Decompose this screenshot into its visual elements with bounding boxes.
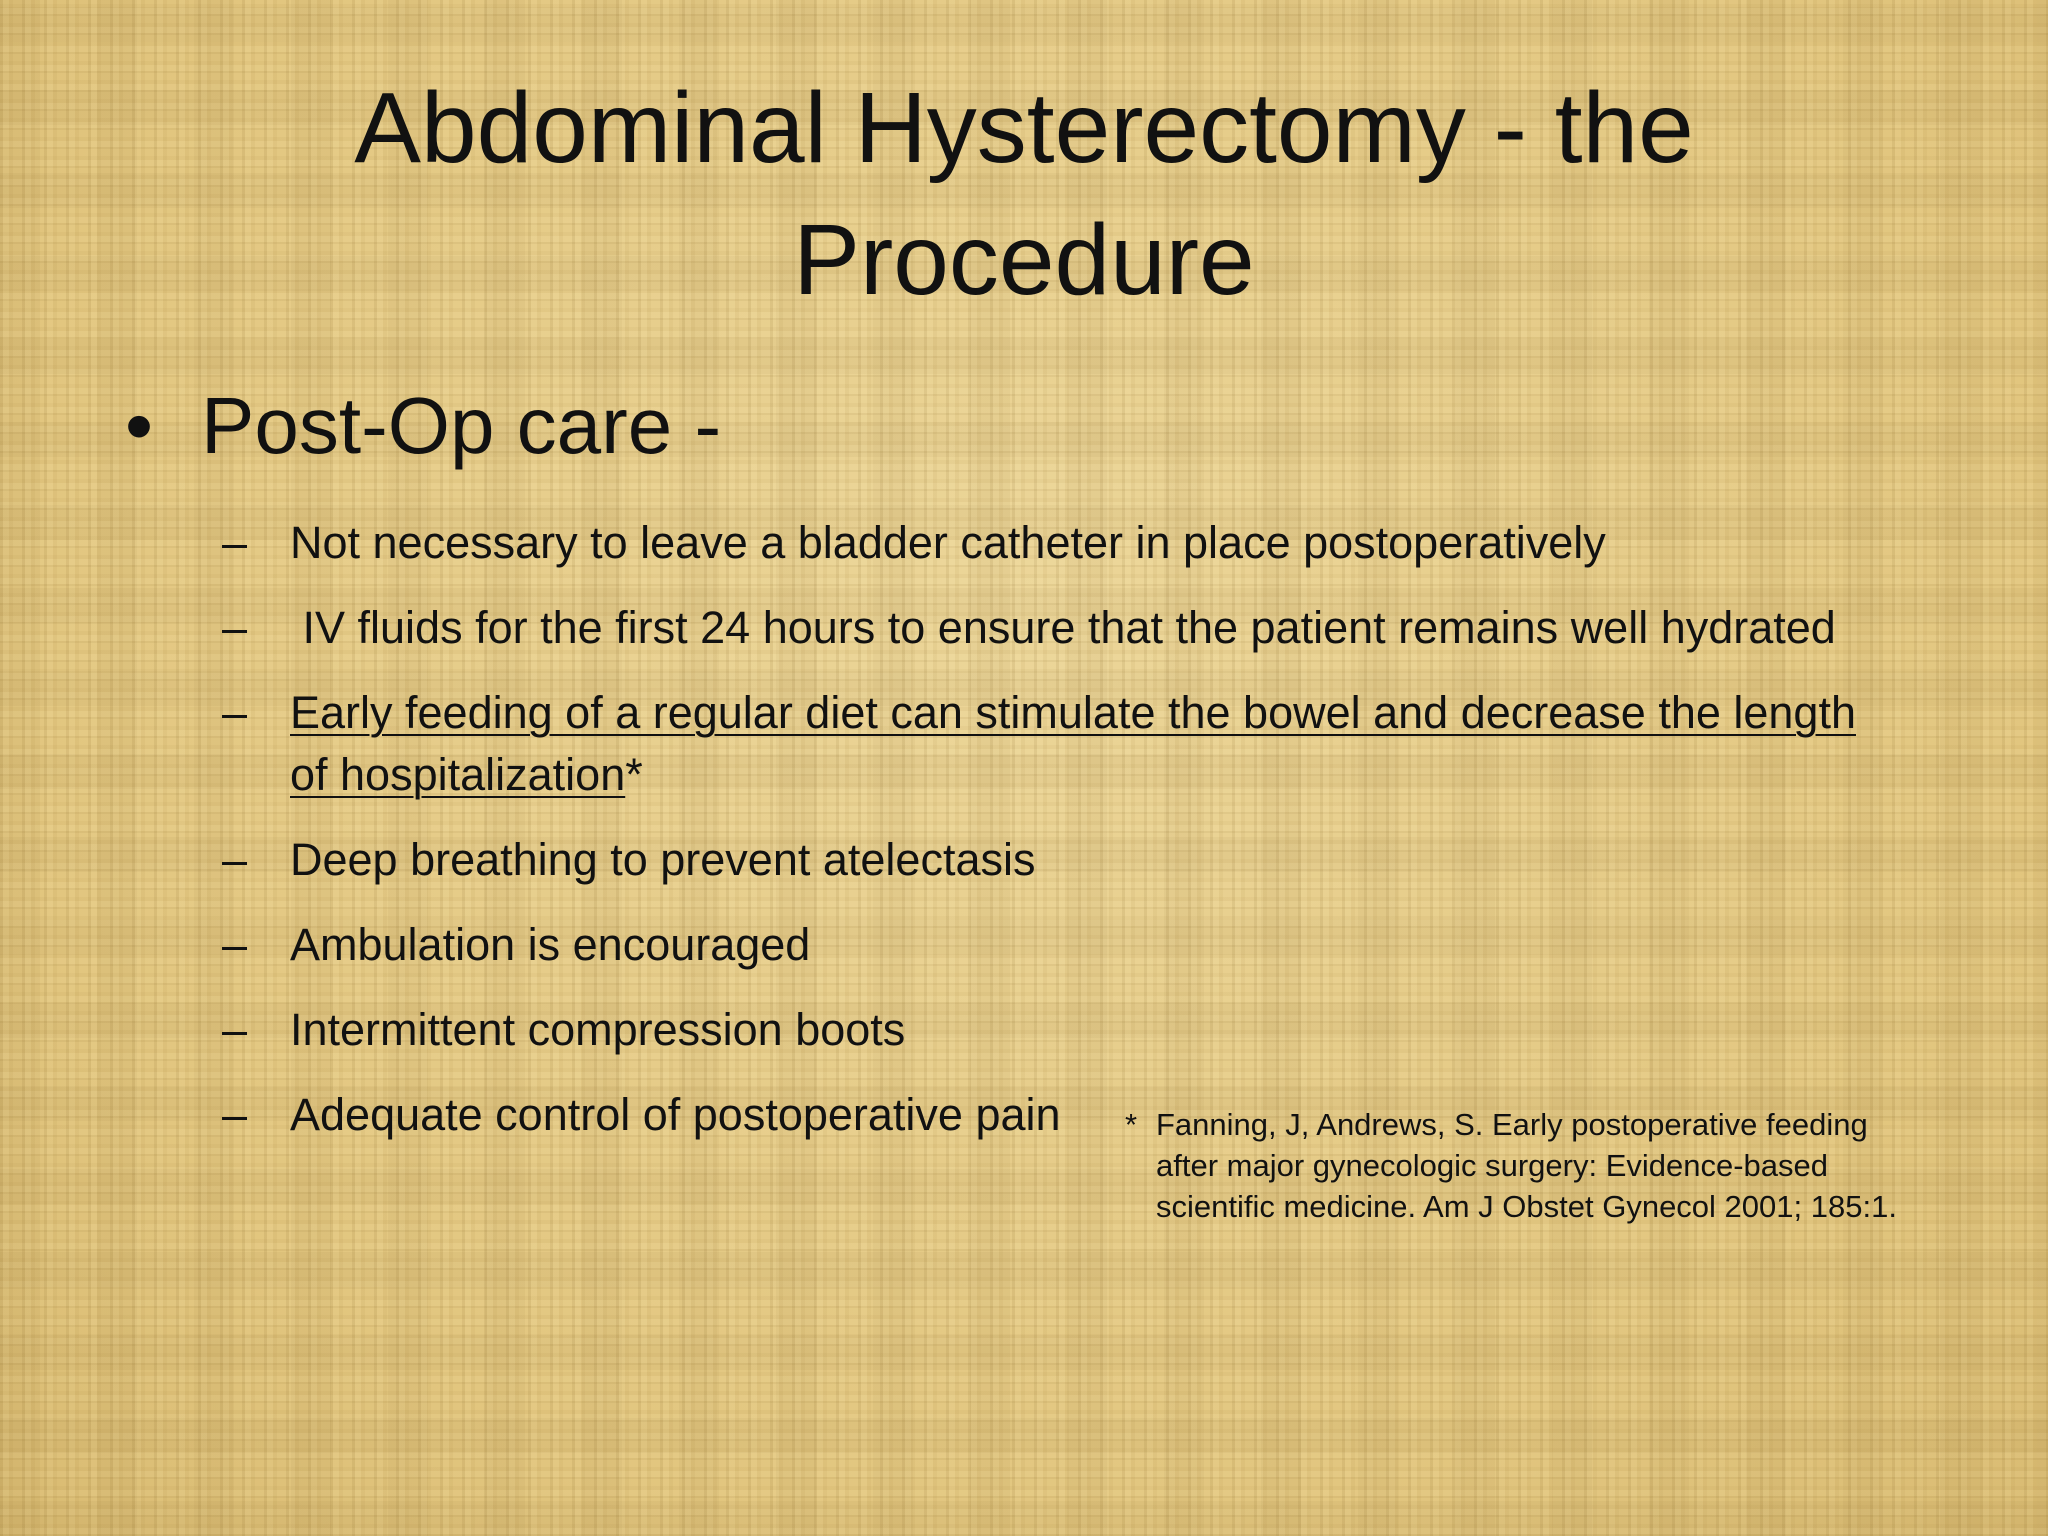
slide-title: Abdominal Hysterectomy - the Procedure <box>354 72 1694 316</box>
sub-bullet-text: Adequate control of postoperative pain <box>290 1089 1061 1140</box>
sub-bullet-text: IV fluids for the first 24 hours to ensure that the patient remains well hydrated <box>290 602 1836 653</box>
sub-bullet-text: Not necessary to leave a bladder catheter in place postoperatively <box>290 517 1606 568</box>
dash-marker: – <box>222 919 248 970</box>
dash-marker: – <box>222 687 248 738</box>
dash-marker: – <box>222 1004 248 1055</box>
sub-bullet-text: Deep breathing to prevent atelectasis <box>290 834 1036 885</box>
citation-link[interactable]: Early feeding of a regular diet can stimulate the bowel and decrease the length of hospitalization <box>290 687 1856 800</box>
sub-bullet-item <box>222 829 1902 891</box>
sub-bullet-item <box>222 914 1902 976</box>
dash-marker: – <box>222 602 248 653</box>
main-bullet-text: Post-Op care - <box>201 381 722 470</box>
dash-marker: – <box>222 517 248 568</box>
citation-footnote <box>1125 1104 1925 1227</box>
citation-asterisk: * <box>625 749 643 800</box>
sub-bullet-list <box>222 512 1902 1169</box>
dash-marker: – <box>222 1089 248 1140</box>
sub-bullet-text: Ambulation is encouraged <box>290 919 811 970</box>
sub-bullet-item <box>222 597 1902 659</box>
sub-bullet-item <box>222 999 1902 1061</box>
bullet-marker: • <box>125 381 154 470</box>
dash-marker: – <box>222 834 248 885</box>
sub-bullet-item <box>222 512 1902 574</box>
main-bullet <box>125 378 721 474</box>
citation-marker: * <box>1125 1107 1138 1142</box>
citation-text: Fanning, J, Andrews, S. Early postoperative feeding after major gynecologic surgery: Evidence-based scientific medicine. Am J Obstet Gynecol 2001; 185:1. <box>1156 1107 1897 1224</box>
sub-bullet-item <box>222 682 1902 806</box>
sub-bullet-text-linked <box>290 682 1902 806</box>
sub-bullet-text: Intermittent compression boots <box>290 1004 906 1055</box>
